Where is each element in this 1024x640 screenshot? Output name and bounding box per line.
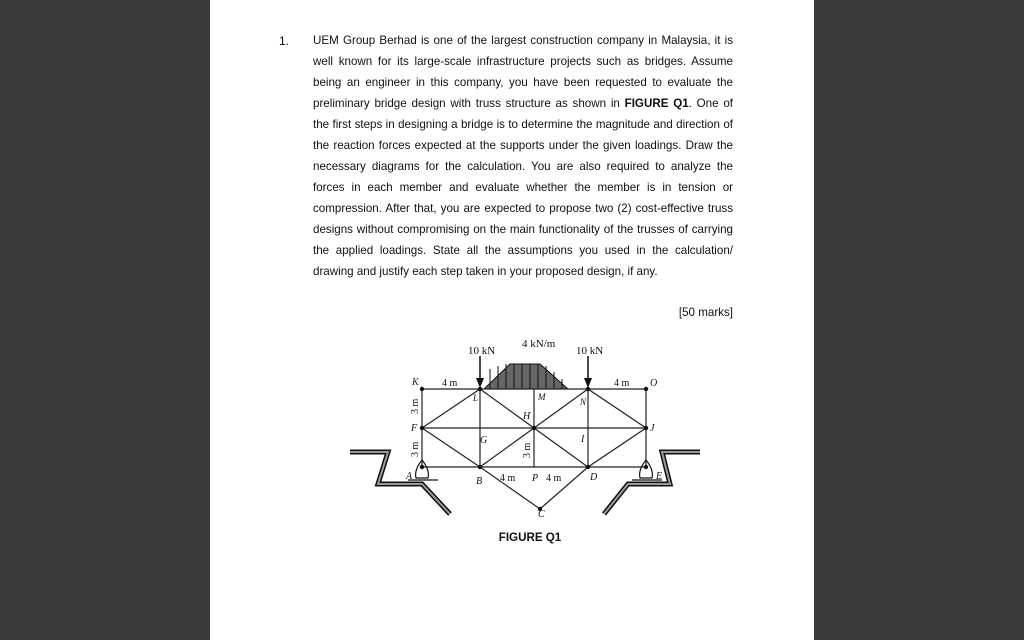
document-page bbox=[210, 0, 814, 640]
dim-top-left: 4 m bbox=[442, 378, 458, 389]
question-text-part-2: . One of the first steps in designing a bridge is to determine the magnitude and direction of the reaction forces expected at the supports under the given loadings. Draw the necessary diagrams for the calculation. You are also required to analyze the forces in each member and evaluate whether the member is in tension or compression. After that, you are expected to propose two (2) cost-effective truss designs without compromising on the main functionality of the trusses of carrying the applied loadings. State all the assumptions you used in the calculation/ drawing and justify each step taken in your proposed design, if any. bbox=[313, 97, 734, 278]
node-label-c: C bbox=[538, 509, 545, 520]
question-text bbox=[313, 30, 733, 282]
marks-label: [50 marks] bbox=[678, 306, 733, 319]
dim-left-lower: 3 m bbox=[410, 441, 421, 457]
dim-center-vertical: 3 m bbox=[522, 442, 533, 458]
dim-left-upper: 3 m bbox=[410, 398, 421, 414]
node-label-b: B bbox=[476, 476, 483, 487]
node-label-a: A bbox=[406, 471, 413, 482]
dim-bottom-right: 4 m bbox=[546, 473, 562, 484]
truss-diagram bbox=[350, 334, 700, 524]
truss-figure bbox=[350, 334, 700, 524]
node-label-e: E bbox=[656, 471, 663, 482]
node-label-p: P bbox=[532, 473, 539, 484]
node-label-j: J bbox=[650, 423, 655, 434]
question-text-part-1: UEM Group Berhad is one of the largest construction company in Malaysia, it is well known for its large-scale infrastructure projects such as bridges. Assume being an engineer in this company, you have been requested to evaluate the preliminary bridge design with truss structure as shown in bbox=[313, 34, 733, 110]
node-label-o: O bbox=[650, 378, 658, 389]
figure-reference: FIGURE Q1 bbox=[624, 97, 689, 110]
node-label-m: M bbox=[538, 392, 546, 402]
right-point-load-arrow bbox=[584, 356, 592, 388]
left-abutment bbox=[350, 452, 450, 514]
dim-bottom-left: 4 m bbox=[500, 473, 516, 484]
figure-caption: FIGURE Q1 bbox=[498, 531, 562, 544]
load-label-right: 10 kN bbox=[576, 345, 604, 357]
left-point-load-arrow bbox=[476, 356, 484, 388]
node-label-i: I bbox=[581, 434, 585, 445]
node-label-h: H bbox=[523, 411, 531, 422]
load-label-distributed: 4 kN/m bbox=[522, 338, 556, 350]
node-label-n: N bbox=[580, 397, 587, 407]
distributed-load bbox=[484, 364, 568, 389]
left-pin-support bbox=[408, 460, 438, 480]
dim-top-right: 4 m bbox=[614, 378, 630, 389]
node-label-l: L bbox=[473, 393, 479, 403]
load-label-left: 10 kN bbox=[468, 345, 496, 357]
truss-members bbox=[422, 389, 646, 509]
node-label-f: F bbox=[411, 423, 418, 434]
node-label-d: D bbox=[590, 472, 598, 483]
node-label-g: G bbox=[480, 435, 488, 446]
node-label-k: K bbox=[412, 377, 419, 388]
right-abutment bbox=[604, 452, 700, 514]
question-number: 1. bbox=[279, 34, 290, 48]
